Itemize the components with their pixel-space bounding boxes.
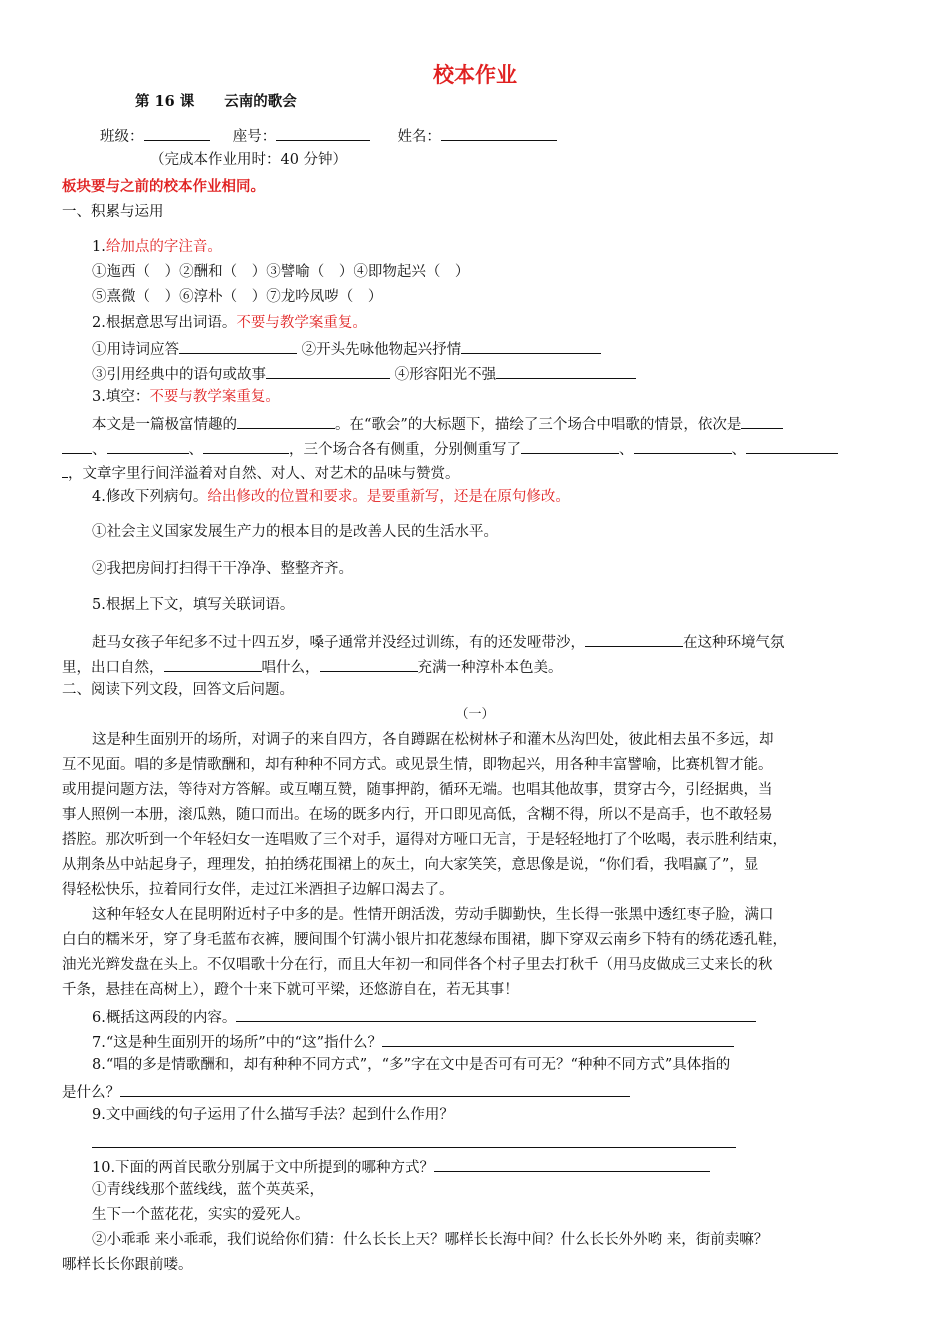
banner-note: 板块要与之前的校本作业相同。 [62, 178, 265, 195]
question-2-note: 不要与教学案重复。 [236, 315, 367, 331]
question-10: 10.下面的两首民歌分别属于文中所提到的哪种方式？ [92, 1158, 920, 1176]
answer-line[interactable] [496, 365, 636, 379]
question-7: 7.“这是种生面别开的场所”中的“这”指什么？ [92, 1033, 920, 1051]
answer-line[interactable] [320, 658, 418, 672]
answer-line[interactable] [236, 1008, 756, 1022]
question-5-line-2: 里，出口自然， 唱什么， 充满一种淳朴本色美。 [62, 660, 563, 676]
passage-p2-line: 这种年轻女人在昆明附近村子中多的是。性情开朗活泼，劳动手脚勤快，生长得一张黑中透红枣子脸，满口 [92, 907, 774, 923]
question-1-row-1: ①迤西（ ）②酬和（ ）③譬喻（ ）④即物起兴（ ） [92, 264, 470, 280]
question-5-line-1: 赶马女孩子年纪多不过十四五岁，嗓子通常并没经过训练，有的还发哑带沙， 在这种环境气氛 [92, 635, 785, 651]
question-8-line-1: 8.“唱的多是情歌酬和，却有种种不同方式”，“多”字在文中是否可有可无？“种种不同方式”具体指的 [92, 1057, 731, 1073]
passage-p1-line: 得轻松快乐，拉着同行女伴，走过江米酒担子边解口渴去了。 [62, 882, 454, 898]
page-title: 校本作业 [433, 62, 517, 87]
answer-line[interactable] [203, 440, 289, 454]
section-2-heading: 二、阅读下列文段，回答文后问题。 [62, 682, 294, 698]
question-9-answer [92, 1134, 920, 1152]
answer-line[interactable] [266, 365, 390, 379]
answer-line[interactable] [120, 1083, 630, 1097]
answer-line[interactable] [521, 440, 619, 454]
question-3: 3.填空：不要与教学案重复。 [92, 389, 280, 405]
seat-field[interactable] [276, 127, 370, 141]
answer-line[interactable] [741, 415, 783, 429]
answer-line[interactable] [461, 340, 601, 354]
question-5: 5.根据上下文，填写关联词语。 [92, 597, 295, 613]
question-1-row-2: ⑤熹微（ ）⑥淳朴（ ）⑦龙吟凤哕（ ） [92, 289, 383, 305]
question-2: 2.根据意思写出词语。不要与教学案重复。 [92, 315, 367, 331]
answer-line[interactable] [434, 1158, 710, 1172]
section-1-heading: 一、积累与运用 [62, 204, 164, 220]
passage-p1-line: 或用提问题方法，等待对方答解。或互嘲互赞，随事押韵，循环无端。也唱其他故事，贯穿古今，引经据典，当 [62, 782, 773, 798]
question-2-row-2: ③引用经典中的语句或故事 ④形容阳光不强 [92, 365, 920, 383]
passage-p2-line: 白白的糯米牙，穿了身毛蓝布衣裤，腰间围个钉满小银片扣花葱绿布围裙，脚下穿双云南乡下特有的绣花透孔鞋， [62, 932, 787, 948]
question-3-note: 不要与教学案重复。 [149, 389, 280, 405]
question-3-line-2: 、 、 ，三个场合各有侧重，分别侧重写了 、 、 [62, 440, 890, 458]
seat-label: 座号： [232, 129, 277, 145]
name-field[interactable] [441, 127, 557, 141]
passage-part-label: （一） [455, 707, 495, 722]
question-6: 6.概括这两段的内容。 [92, 1008, 920, 1026]
answer-line[interactable] [585, 633, 683, 647]
question-4-sentence-1: ①社会主义国家发展生产力的根本目的是改善人民的生活水平。 [92, 524, 498, 540]
question-4: 4.修改下列病句。给出修改的位置和要求。是要重新写，还是在原句修改。 [92, 489, 570, 505]
passage-p2-line: 千条，悬挂在高树上），蹬个十来下就可平梁，还悠游自在，若无其事！ [62, 982, 519, 998]
answer-line[interactable] [382, 1033, 734, 1047]
question-3-line-3: ，文章字里行间洋溢着对自然、对人、对艺术的品味与赞赏。 [62, 464, 890, 482]
question-4-sentence-2: ②我把房间打扫得干干净净、整整齐齐。 [92, 561, 353, 577]
passage-p2-line: 油光光辫发盘在头上。不仅唱歌十分在行，而且大年初一和同伴各个村子里去打秋千（用马皮做成三丈来长的秋 [62, 957, 773, 973]
passage-p1-line: 从荆条丛中站起身子，理理发，拍拍绣花围裙上的灰土，向大家笑笑，意思像是说，“你们看，我唱赢了”，显 [62, 857, 759, 873]
folk-song-2-line: 哪样长长你跟前喽。 [62, 1257, 193, 1273]
answer-line[interactable] [92, 1134, 736, 1148]
lesson-title: 云南的歌会 [224, 93, 297, 110]
lesson-number: 第 16 课 [135, 93, 195, 110]
answer-line[interactable] [634, 440, 732, 454]
passage-p1-line: 互不见面。唱的多是情歌酬和，却有种种不同方式。或见景生情，即物起兴，用各种丰富譬喻，比赛机智才能。 [62, 757, 773, 773]
time-note: （完成本作业用时：40 分钟） [150, 152, 348, 168]
passage-p1-line: 搭腔。那次听到一个年轻妇女一连唱败了三个对手，逼得对方哑口无言，于是轻轻地打了个吆喝，表示胜利结束， [62, 832, 787, 848]
question-1: 1.给加点的字注音。 [92, 239, 222, 255]
question-2-row-1: ①用诗词应答 ②开头先咏他物起兴抒情 [92, 340, 920, 358]
answer-line[interactable] [746, 440, 838, 454]
folk-song-1-line: 生下一个蓝花花，实实的爱死人。 [92, 1207, 310, 1223]
lesson-heading [135, 95, 950, 110]
passage-p1-line: 事人照例一本册，滚瓜熟，随口而出。在场的既多内行，开口即见高低，含糊不得，所以不是高手，也不敢轻易 [62, 807, 773, 823]
question-8-line-2: 是什么？ [62, 1083, 890, 1101]
answer-line[interactable] [237, 415, 335, 429]
name-label: 姓名： [397, 129, 441, 145]
answer-line[interactable] [179, 340, 297, 354]
passage-p1-line: 这是种生面别开的场所，对调子的来自四方，各自蹲踞在松树林子和灌木丛沟凹处，彼此相去虽不多远，却 [92, 732, 774, 748]
question-3-line-1: 本文是一篇极富情趣的 。在“歌会”的大标题下，描绘了三个场合中唱歌的情景，依次是 [92, 415, 920, 433]
class-label: 班级： [100, 129, 144, 145]
answer-line[interactable] [62, 440, 92, 454]
folk-song-1-line: ①青线线那个蓝线线，蓝个英英采， [92, 1182, 324, 1198]
folk-song-2-line: ②小乖乖 来小乖乖，我们说给你们猜：什么长长上天？哪样长长海中间？什么长长外外哟 来，街前卖嘛？ [92, 1232, 769, 1248]
question-1-text: 给加点的字注音。 [105, 239, 222, 255]
question-9: 9.文中画线的句子运用了什么描写手法？起到什么作用？ [92, 1107, 454, 1123]
class-field[interactable] [144, 127, 210, 141]
answer-line[interactable] [164, 658, 262, 672]
student-info [100, 127, 928, 145]
question-4-note: 给出修改的位置和要求。是要重新写，还是在原句修改。 [207, 489, 570, 505]
answer-line[interactable] [107, 440, 189, 454]
